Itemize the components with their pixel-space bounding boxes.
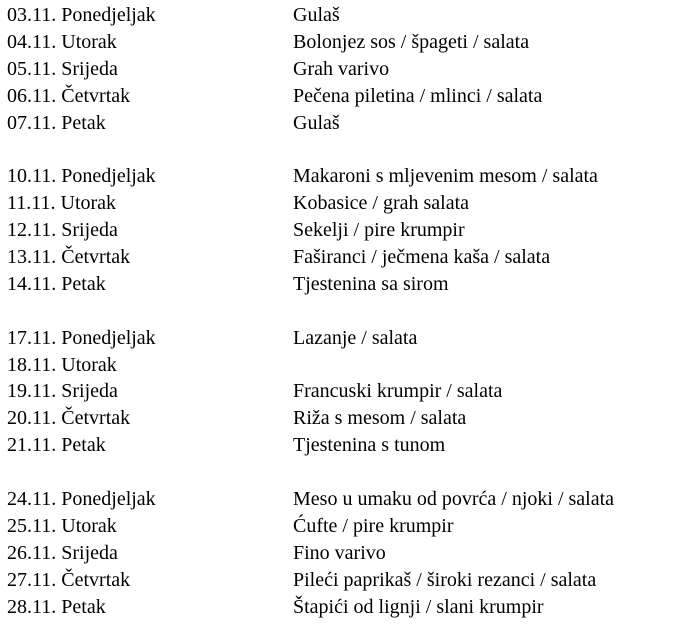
menu-document xyxy=(7,2,672,620)
meal-text: Sekelji / pire krumpir xyxy=(293,219,465,242)
day-label: 10.11. Ponedjeljak xyxy=(7,165,156,188)
meal-text: Pečena piletina / mlinci / salata xyxy=(293,84,543,107)
day-label: 26.11. Srijeda xyxy=(7,541,118,564)
menu-row xyxy=(7,271,672,298)
meal-text: Francuski krumpir / salata xyxy=(293,380,503,403)
meal-text: Gulaš xyxy=(293,111,340,134)
menu-row xyxy=(7,244,672,271)
meal-text: Ćufte / pire krumpir xyxy=(293,514,454,537)
meal-text: Bolonjez sos / špageti / salata xyxy=(293,30,530,53)
menu-row xyxy=(7,2,672,29)
menu-row xyxy=(7,217,672,244)
day-label: 12.11. Srijeda xyxy=(7,219,118,242)
day-label: 20.11. Četvrtak xyxy=(7,407,131,430)
menu-row xyxy=(7,110,672,137)
week-separator xyxy=(7,136,672,163)
menu-row xyxy=(7,29,672,56)
menu-row xyxy=(7,567,672,594)
meal-text: Tjestenina sa sirom xyxy=(293,272,449,295)
day-label: 27.11. Četvrtak xyxy=(7,568,131,591)
day-label: 06.11. Četvrtak xyxy=(7,84,131,107)
menu-row xyxy=(7,432,672,459)
meal-text: Fino varivo xyxy=(293,541,386,564)
day-label: 07.11. Petak xyxy=(7,111,106,134)
meal-text: Štapići od lignji / slani krumpir xyxy=(293,595,544,618)
meal-text: Lazanje / salata xyxy=(293,326,418,349)
meal-text: Gulaš xyxy=(293,4,340,26)
menu-row xyxy=(7,594,672,621)
menu-row xyxy=(7,163,672,190)
meal-text: Riža s mesom / salata xyxy=(293,407,467,430)
menu-row xyxy=(7,352,672,379)
day-label: 03.11. Ponedjeljak xyxy=(7,4,156,26)
day-label: 05.11. Srijeda xyxy=(7,57,118,80)
menu-row xyxy=(7,405,672,432)
day-label: 28.11. Petak xyxy=(7,595,106,618)
meal-text: Pileći paprikaš / široki rezanci / salata xyxy=(293,568,597,591)
day-label: 25.11. Utorak xyxy=(7,514,117,537)
week-separator xyxy=(7,459,672,486)
meal-text: Tjestenina s tunom xyxy=(293,434,446,457)
week-separator xyxy=(7,298,672,325)
menu-row xyxy=(7,378,672,405)
meal-text: Meso u umaku od povrća / njoki / salata xyxy=(293,488,615,511)
day-label: 14.11. Petak xyxy=(7,272,106,295)
day-label: 21.11. Petak xyxy=(7,434,106,457)
menu-row xyxy=(7,190,672,217)
meal-text: Faširanci / ječmena kaša / salata xyxy=(293,246,551,269)
menu-row xyxy=(7,540,672,567)
day-label: 19.11. Srijeda xyxy=(7,380,118,403)
day-label: 11.11. Utorak xyxy=(7,192,117,215)
menu-row xyxy=(7,513,672,540)
menu-row xyxy=(7,486,672,513)
day-label: 24.11. Ponedjeljak xyxy=(7,488,156,511)
day-label: 18.11. Utorak xyxy=(7,353,117,376)
menu-row xyxy=(7,83,672,110)
meal-text: Grah varivo xyxy=(293,57,390,80)
day-label: 17.11. Ponedjeljak xyxy=(7,326,156,349)
meal-text: Makaroni s mljevenim mesom / salata xyxy=(293,165,598,188)
meal-text: Kobasice / grah salata xyxy=(293,192,470,215)
menu-row xyxy=(7,56,672,83)
day-label: 04.11. Utorak xyxy=(7,30,117,53)
day-label: 13.11. Četvrtak xyxy=(7,246,131,269)
menu-row xyxy=(7,325,672,352)
